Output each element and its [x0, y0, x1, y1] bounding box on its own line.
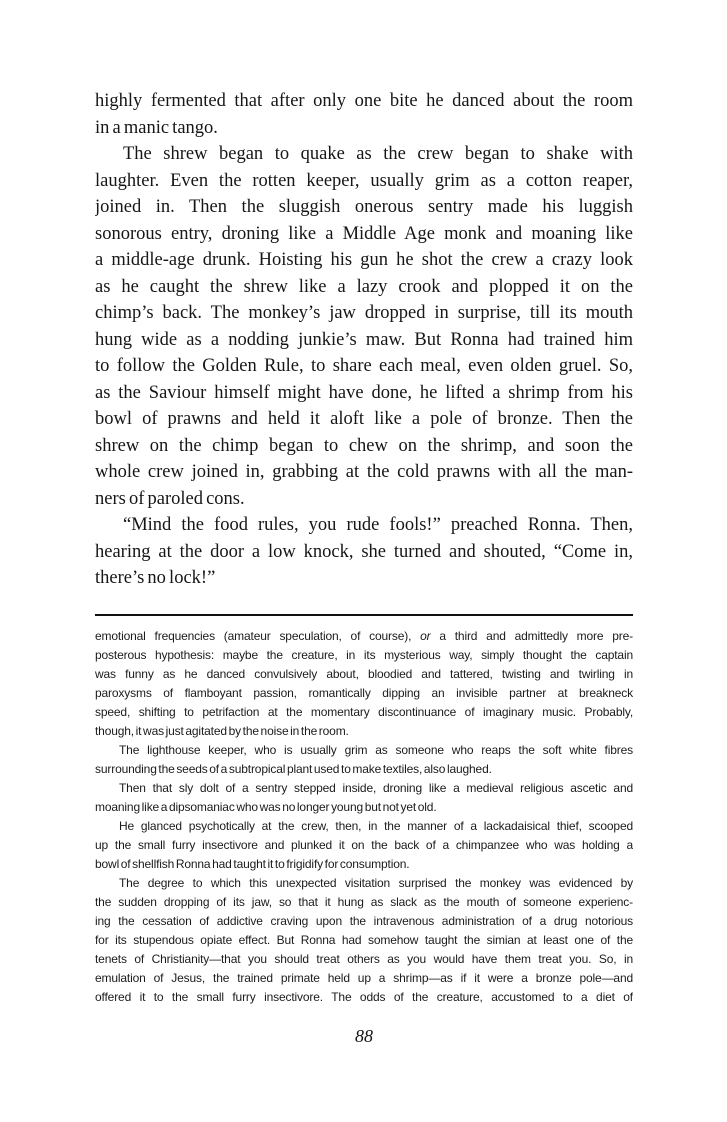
footnote-block	[95, 627, 633, 1007]
text-line: paroxysms of flamboyant passion, romantically dipping an invisible partner at breakneck	[95, 686, 633, 700]
text-line: moaning like a dipsomaniac who was no longer young but not yet old.	[95, 800, 437, 814]
text-line: emotional frequencies (amateur speculation, of course), or a third and admittedly more pre-	[95, 629, 633, 643]
text-line: The degree to which this unexpected visitation surprised the monkey was evidenced by	[119, 876, 633, 890]
text-line: ners of paroled cons.	[95, 488, 245, 509]
main-text-block	[95, 88, 633, 592]
text-line: laughter. Even the rotten keeper, usually grim as a cotton reaper,	[95, 170, 633, 191]
text-line: to follow the Golden Rule, to share each meal, even olden gruel. So,	[95, 356, 633, 376]
text-line: surrounding the seeds of a subtropical plant used to make textiles, also laughed.	[95, 762, 492, 776]
text-line: sonorous entry, droning like a Middle Age monk and moaning like	[95, 223, 633, 244]
text-line: as the Saviour himself might have done, he lifted a shrimp from his	[95, 382, 633, 403]
text-line: chimp’s back. The monkey’s jaw dropped in surprise, till its mouth	[95, 303, 633, 323]
text-line: The lighthouse keeper, who is usually grim as someone who reaps the soft white fibres	[119, 743, 633, 757]
text-line: shrew on the chimp began to chew on the shrimp, and soon the	[95, 435, 633, 456]
text-line: tenets of Christianity—that you should treat others as you would have them treat you. So, in	[95, 952, 633, 966]
text-line: a middle-age drunk. Hoisting his gun he shot the crew a crazy look	[95, 250, 633, 270]
text-line: for its stupendous opiate effect. But Ronna had somehow taught the simian at least one of the	[95, 933, 633, 947]
text-line: the sudden dropping of its jaw, so that it hung as slack as the mouth of someone experienc-	[95, 895, 633, 909]
text-line: “Mind the food rules, you rude fools!” preached Ronna. Then,	[123, 515, 633, 535]
page-number: 88	[355, 1026, 373, 1046]
text-line: in a manic tango.	[95, 117, 218, 138]
footnote-divider-rule	[95, 614, 633, 616]
text-line: Then that sly dolt of a sentry stepped inside, droning like a medieval religious ascetic and	[119, 781, 633, 795]
text-line: posterous hypothesis: maybe the creature, in its mysterious way, simply thought the captain	[95, 648, 633, 662]
text-line: joined in. Then the sluggish onerous sentry made his luggish	[95, 197, 633, 217]
text-line: offered it to the small furry insectivore. The odds of the creature, accustomed to a diet of	[95, 990, 633, 1004]
text-line: bowl of shellfish Ronna had taught it to frigidify for consumption.	[95, 857, 410, 871]
text-line: The shrew began to quake as the crew began to shake with	[123, 144, 633, 164]
text-line: ing the cessation of addictive craving upon the intravenous administration of a drug notorious	[95, 914, 633, 928]
text-line: emulation of Jesus, the trained primate held up a shrimp—as if it were a bronze pole—and	[95, 971, 633, 985]
text-line: as he caught the shrew like a lazy crook and plopped it on the	[95, 276, 633, 297]
text-line: whole crew joined in, grabbing at the cold prawns with all the man-	[95, 462, 633, 482]
text-line: was funny as he danced convulsively about, bloodied and tattered, twisting and twirling in	[95, 667, 633, 681]
text-line: bowl of prawns and held it aloft like a pole of bronze. Then the	[95, 409, 633, 429]
text-line: highly fermented that after only one bite he danced about the room	[95, 91, 633, 111]
text-line: hung wide as a nodding junkie’s maw. But Ronna had trained him	[95, 329, 633, 350]
text-line: hearing at the door a low knock, she turned and shouted, “Come in,	[95, 541, 633, 562]
text-line: up the small furry insectivore and plunked it on the back of a chimpanzee who was holding a	[95, 838, 633, 852]
text-line: speed, shifting to petrifaction at the momentary discontinuance of imaginary music. Probably,	[95, 705, 633, 719]
text-line: He glanced psychotically at the crew, then, in the manner of a lackadaisical thief, scooped	[119, 819, 633, 833]
text-line: there’s no lock!”	[95, 568, 216, 588]
text-line: though, it was just agitated by the noise in the room.	[95, 724, 349, 738]
